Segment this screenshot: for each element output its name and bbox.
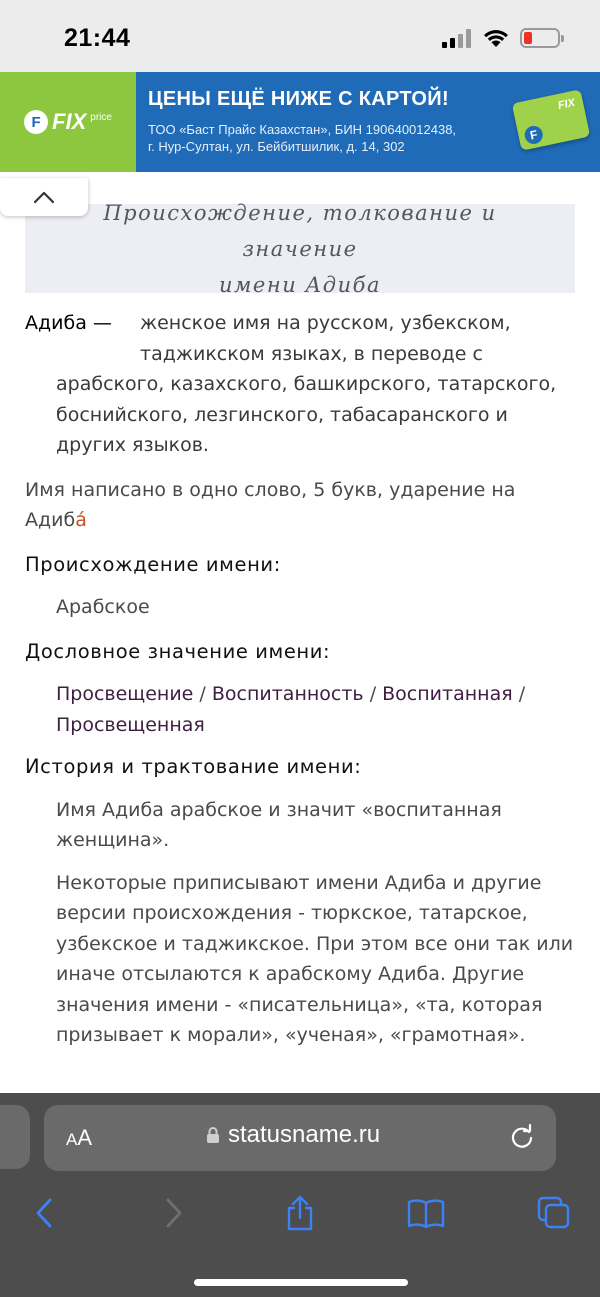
literal-meaning-title: Дословное значение имени:: [25, 639, 331, 663]
origin-title: Происхождение имени:: [25, 552, 281, 576]
definition-lead: [25, 308, 140, 339]
note-text: Имя написано в одно слово, 5 букв, ударение на: [25, 478, 516, 501]
ad-banner-body: [136, 72, 600, 172]
loyalty-card-image: FIX F: [512, 89, 590, 151]
text-size-small-a: A: [66, 1130, 78, 1149]
tabs-icon: [536, 1195, 572, 1231]
back-button[interactable]: [24, 1191, 64, 1235]
share-button[interactable]: [280, 1191, 320, 1235]
meaning-link[interactable]: Просвещенная: [56, 713, 205, 736]
link-separator: /: [199, 683, 206, 705]
note-stressed-letter: а́: [75, 509, 87, 531]
page-title-line-2: имени Адиба: [219, 272, 381, 297]
definition-line-2: таджикском языках, в переводе с: [140, 342, 483, 365]
text-size-big-a: A: [77, 1125, 93, 1150]
name-definition: [25, 308, 575, 461]
previous-tab-preview[interactable]: [0, 1105, 30, 1169]
reload-icon[interactable]: [508, 1123, 536, 1151]
fixprice-brand: FIX: [52, 109, 87, 134]
link-separator: /: [518, 683, 526, 705]
note-name-prefix: Адиб: [25, 509, 76, 531]
forward-button[interactable]: [154, 1191, 194, 1235]
ad-banner[interactable]: [0, 72, 600, 172]
page-heading-box: [25, 200, 575, 297]
book-icon: [406, 1197, 446, 1229]
ad-legal-line-1: ТОО «Бaст Прайс Казахстан», БИН 190640012438,: [148, 122, 457, 137]
wifi-icon: [482, 28, 510, 48]
address-bar[interactable]: [44, 1105, 556, 1171]
status-time: 21:44: [64, 24, 131, 52]
tabs-button[interactable]: [534, 1191, 574, 1235]
url-text: statusname.ru: [228, 1121, 381, 1148]
meaning-link[interactable]: Воспитанная: [382, 683, 513, 705]
article-content: [25, 308, 575, 1063]
chevron-up-icon: [33, 190, 55, 204]
browser-bottom-bar: [0, 1093, 600, 1297]
page-title-line-1: Происхождение, толкование и значение: [103, 200, 497, 261]
cellular-signal-icon: [442, 28, 472, 48]
origin-value: Арабское: [56, 596, 150, 618]
home-indicator[interactable]: [194, 1279, 408, 1286]
bookmarks-button[interactable]: [406, 1191, 446, 1235]
chevron-right-icon: [164, 1197, 184, 1229]
status-icons: [442, 28, 560, 48]
definition-term: Адиба: [25, 312, 87, 334]
meaning-link[interactable]: Просвещение: [56, 683, 194, 705]
literal-meaning-links: [25, 679, 575, 740]
history-title: История и трактование имени:: [25, 755, 362, 778]
history-paragraph: Некоторые приписывают имени Адиба и другие версии происхождения - тюркское, татарское, узбекское и таджикское. При этом все они так или иначе отсылаются к арабскому Адиба. Другие значения имени - «писательница», «та, которая призывает к морали», «ученая», «грамотная».: [56, 871, 574, 1046]
meaning-link[interactable]: Воспитанность: [211, 683, 364, 705]
ad-headline: ЦЕНЫ ЕЩЁ НИЖЕ С КАРТОЙ!: [148, 88, 449, 110]
definition-dash: —: [92, 312, 112, 334]
lock-icon: [206, 1126, 220, 1144]
fixprice-logo: [0, 72, 136, 172]
definition-line-1: женское имя на русском, узбекском,: [140, 312, 511, 334]
status-bar: [0, 0, 600, 72]
browser-toolbar: [0, 1191, 600, 1235]
collapse-ad-button[interactable]: [0, 178, 88, 216]
link-separator: /: [369, 683, 377, 705]
name-spelling-note: [25, 475, 575, 536]
battery-icon: [520, 28, 560, 48]
definition-rest: арабского, казахского, башкирского, татарского, боснийского, лезгинского, табасаранского и других языков.: [56, 373, 557, 456]
url-display[interactable]: [206, 1121, 380, 1149]
chevron-left-icon: [34, 1197, 54, 1229]
history-paragraph: Имя Адиба арабское и значит «воспитанная женщина».: [56, 798, 502, 851]
ad-legal-line-2: г. Нур-Султан, ул. Бейбитшилик, д. 14, 302: [148, 139, 405, 154]
fixprice-brand-sub: price: [90, 111, 112, 123]
page-title: [55, 195, 545, 303]
share-icon: [284, 1194, 316, 1232]
note-name: [25, 509, 87, 531]
text-size-button[interactable]: [66, 1125, 92, 1151]
fixprice-logo-icon: F: [24, 110, 48, 134]
